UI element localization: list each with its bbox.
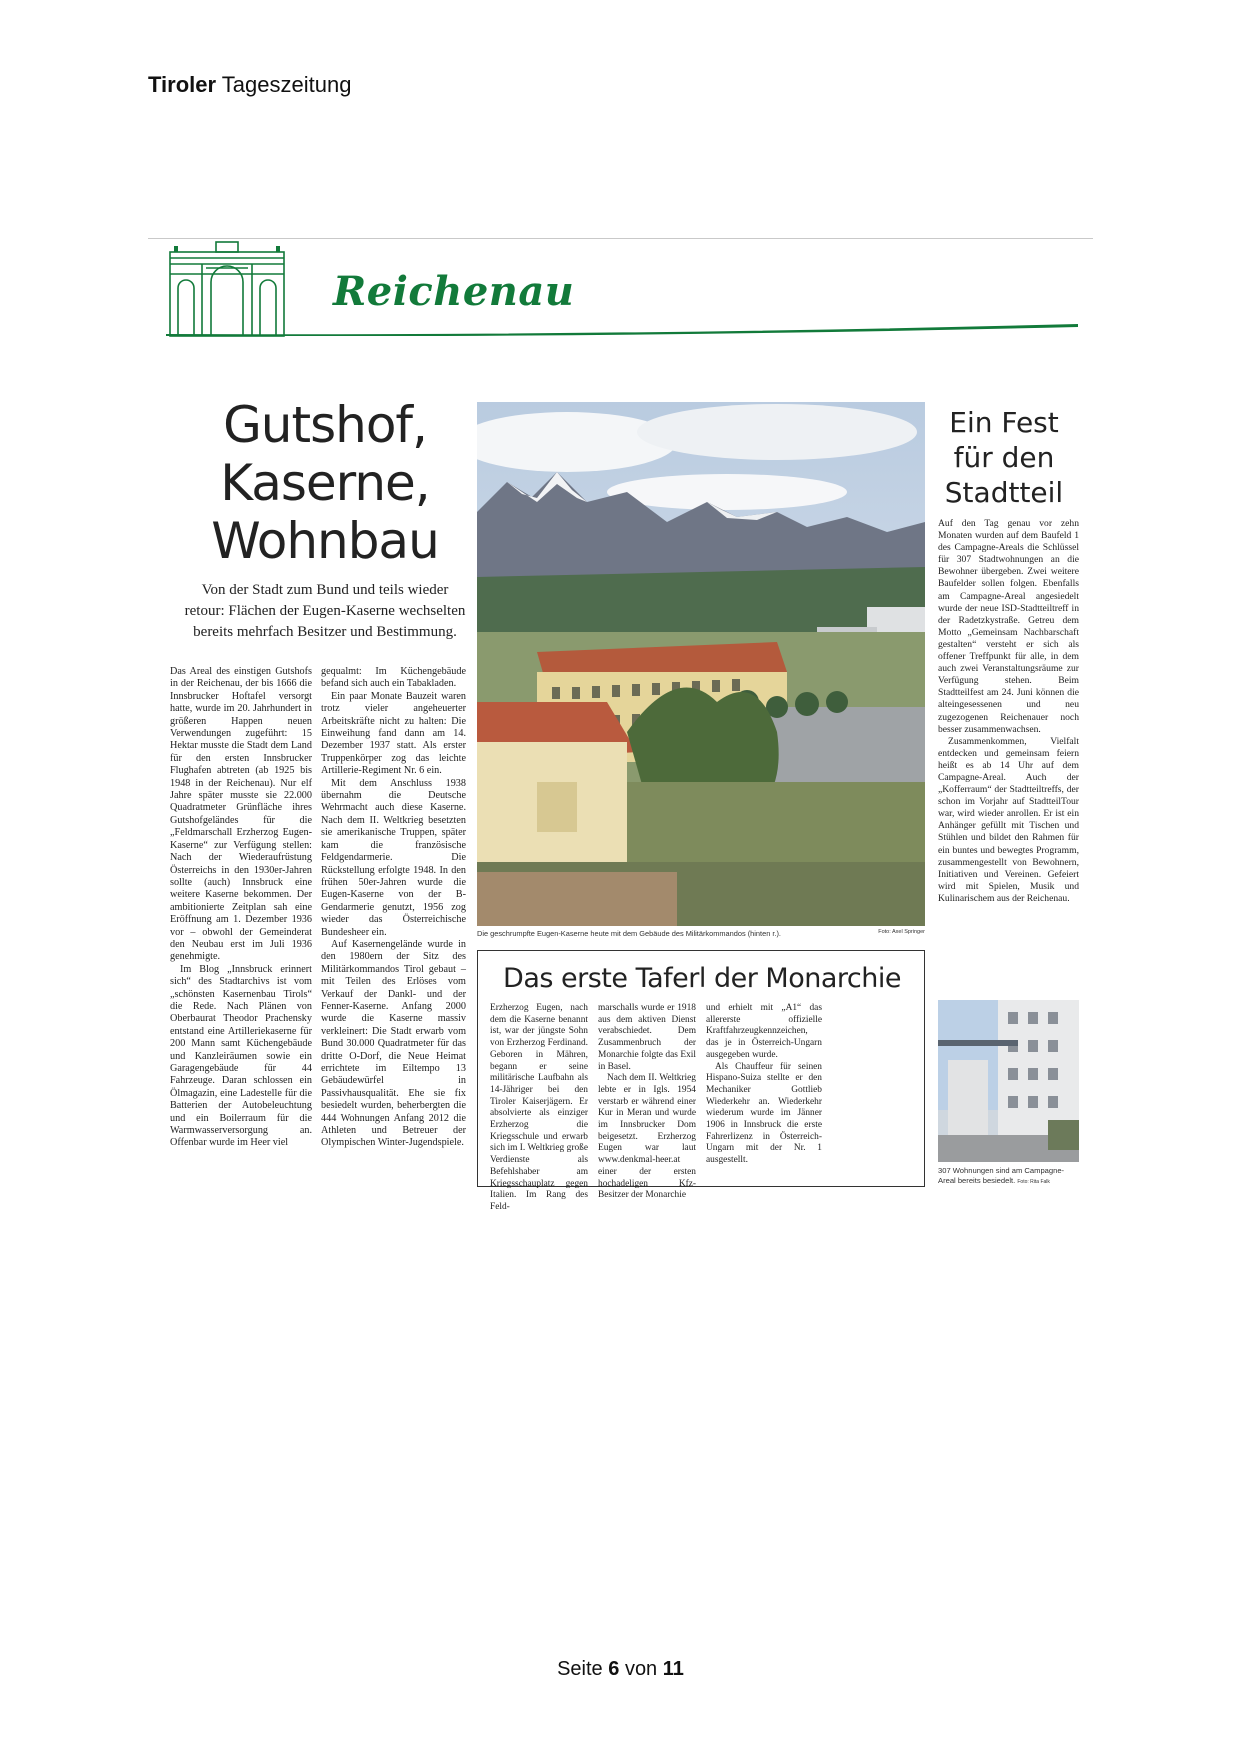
article-subhead: Von der Stadt zum Bund und teils wieder retour: Flächen der Eugen-Kaserne wechselten bereits mehrfach Besitzer und Bestimmung. — [184, 582, 466, 640]
paragraph: Auf Kasernengelände wurde in den 1980ern der Sitz des Militärkommandos Tirol gebaut – mit Teilen des Erlöses vom Verkauf der Dankl- und der Fenner-Kaserne. Anfang 2000 wurde die Kaserne massiv verkleinert: Die Stadt erwarb vom Bund 30.000 Quadratmeter für das dritte O-Dorf, die Neue Heimat errichtete im Eiltempo 13 Gebäudewürfel in Passivhausqualität. Ehe sie fix besiedelt wurden, beherbergten die 444 Wohnungen Anfang 2012 die Athleten und Betreuer der Olympischen Winter-Jugendspiele. — [321, 938, 466, 1149]
paragraph: Im Blog „Innsbruck erinnert sich“ des Stadtarchivs ist vom „schönsten Kasernenbau Tirols“ die Rede. Nach Plänen von Oberbaurat Theodor Prachensky entstand eine Artilleriekaserne für 200 Mann samt Küchengebäude und Kanzleiräumen sowie ein Garagengebäude für 44 Fahrzeuge. Daran schlossen ein Ölmagazin, eine Ladestelle für die Batterien der Autobeleuchtung und ein Boilerraum für die Warmwasserversorgung an. Offenbar wurde im Heer viel — [170, 963, 312, 1149]
paragraph: Ein paar Monate Bauzeit waren trotz vieler angeheuerter Arbeitskräfte nicht zu halten: Die Einweihung fand dann am 14. Dezember 1937 statt. Als erster Truppenkörper zog das leichte Artillerie-Regiment Nr. 6 ein. — [321, 690, 466, 777]
info-box-column-2 — [598, 1003, 696, 1202]
publication-name-bold: Tiroler — [148, 72, 217, 97]
sidebar-title-line-3: Stadtteil — [944, 476, 1064, 509]
page-number — [0, 1658, 1241, 1681]
article-column-2 — [321, 666, 466, 1150]
paragraph: marschalls wurde er 1918 aus dem aktiven Dienst verabschiedet. Dem Zusammenbruch der Monarchie folgte das Exil in Basel. — [598, 1003, 696, 1072]
info-box-column-1 — [490, 1003, 588, 1214]
publication-name-rest: Tageszeitung — [221, 72, 352, 97]
sidebar-photo-caption-text: 307 Wohnungen sind am Campagne-Areal bereits besiedelt. — [938, 1166, 1065, 1185]
article-headline — [180, 396, 470, 570]
paragraph: gequalmt: Im Küchengebäude befand sich auch ein Tabakladen. — [321, 666, 466, 690]
section-title: Reichenau — [333, 268, 575, 315]
sidebar-photo-credit: Foto: Rita Falk — [1017, 1179, 1050, 1185]
page-prefix: Seite — [557, 1658, 603, 1680]
info-box-title: Das erste Taferl der Monarchie — [503, 963, 901, 994]
headline-line-1: Gutshof, — [223, 396, 427, 454]
sidebar-text — [938, 518, 1079, 905]
total-pages: 11 — [662, 1658, 684, 1680]
sidebar-title — [938, 405, 1070, 510]
info-box-column-3 — [706, 1003, 822, 1167]
publication-name — [148, 72, 351, 98]
photo-caption — [477, 929, 925, 938]
article-column-1 — [170, 666, 312, 1150]
section-rule — [166, 322, 1078, 336]
info-box — [477, 950, 925, 1212]
current-page: 6 — [608, 1658, 620, 1680]
paragraph: Nach dem II. Weltkrieg lebte er in Igls. 1954 verstarb er während einer Kur in Meran und wurde im Innsbrucker Dom beigesetzt. Erzherzog Eugen war laut www.denkmal-heer.at einer der ersten hochadeligen Kfz-Besitzer der Monarchie — [598, 1073, 696, 1201]
paragraph: und erhielt mit „A1“ das allererste offizielle Kraftfahrzeugkennzeichen, das je in Österreich-Ungarn ausgegeben wurde. — [706, 1003, 822, 1060]
photo-caption-text: Die geschrumpfte Eugen-Kaserne heute mit dem Gebäude des Militärkommandos (hinten r.). — [477, 929, 781, 938]
headline-line-3: Wohnbau — [211, 512, 439, 570]
page-separator: von — [624, 1658, 658, 1680]
kaserne-photo — [477, 402, 925, 926]
top-divider — [148, 238, 1093, 239]
photo-credit: Foto: Axel Springer — [878, 929, 925, 935]
paragraph: Mit dem Anschluss 1938 übernahm die Deutsche Wehrmacht auch diese Kaserne. Nach dem II. Weltkrieg besetzten sie amerikanische Truppen, später kam die französische Feldgendarmerie. Die Rückstellung erfolgte 1948. In den frühen 50er-Jahren wurde die Eugen-Kaserne von der B-Gendarmerie genutzt, 1956 zog wieder das Österreichische Bundesheer ein. — [321, 777, 466, 938]
paragraph: Das Areal des einstigen Gutshofs in der Reichenau, der bis 1666 die Innsbrucker Hoftafel versorgt hatte, wurde im 20. Jahrhundert in größeren Happen neuen Verwendungen zugeführt: 15 Hektar musste die Stadt dem Land für den ersten Innsbrucker Flughafen abtreten (ab 1925 bis 1948 in der Reichenau). Nur elf Jahre später musste sie 22.000 Quadratmeter Grünfläche ihres Gutshofgeländes für die „Feldmarschall Erzherzog Eugen-Kaserne“ zur Verfügung stellen: Nach der Wiederaufrüstung Österreichs in den 1930er-Jahren sollte (auch) Innsbruck eine weitere Kaserne bekommen. Der ambitionierte Zeitplan sah eine Eröffnung am 1. Dezember 1936 vor – obwohl der Gemeinderat den Neubau erst im Juli 1936 genehmigte. — [170, 666, 312, 963]
campagne-areal-photo — [938, 1000, 1079, 1162]
sidebar-title-line-2: für den — [953, 441, 1055, 474]
paragraph: Auf den Tag genau vor zehn Monaten wurden auf dem Baufeld 1 des Campagne-Areals die Schlüssel für 307 Stadtwohnungen an die Bewohner übergeben. Zwei weitere Baufelder sollen folgen. Ebenfalls am Campagne-Areal angesiedelt wurde der neue ISD-Stadtteiltreff in der Radetzkystraße. Getreu dem Motto „Gemeinsam Nachbarschaft gestalten“ versteht er sich als offener Treffpunkt für alle, in dem auch zwei Veranstaltungsräume zur Verfügung stehen. Beim Stadtteilfest am 24. Juni können die alteingesessenen und neu zugezogenen Reichenauer noch besser zusammenwachsen. — [938, 518, 1079, 735]
sidebar-photo-caption — [938, 1166, 1079, 1187]
paragraph: Zusammenkommen, Vielfalt entdecken und gemeinsam feiern heißt es ab 14 Uhr auf dem Campagne-Areal. Auch der „Kofferraum“ der Stadtteiltreffs, der schon im Vorjahr auf StadtteilTour war, wird wieder anrollen. Er ist ein Anhänger gefüllt mit Tischen und Stühlen und bildet den Rahmen für ein buntes und bewegtes Programm, zusammengestellt von Bewohnern, Initiativen und Vereinen. Gefeiert wird mit Spielen, Musik und Kulinarischem aus der Reichenau. — [938, 735, 1079, 904]
paragraph: Erzherzog Eugen, nach dem die Kaserne benannt ist, war der jüngste Sohn von Erzherzog Ferdinand. Geboren in Mähren, begann er seine militärische Laufbahn als 14-Jähriger bei den Tiroler Kaiserjägern. Er absolvierte als einziger Erzherzog die Kriegsschule und erwarb sich im I. Weltkrieg große Verdienste als Befehlshaber am Kriegsschauplatz gegen Italien. Im Rang des Feld- — [490, 1003, 588, 1212]
sidebar-title-line-1: Ein Fest — [949, 406, 1059, 439]
paragraph: Als Chauffeur für seinen Hispano-Suiza stellte er den Mechaniker Gottlieb Wiederkehr an. Wiederkehr wiederum wurde im Jänner 1906 in Innsbruck die erste Fahrerlizenz in Österreich-Ungarn mit der Nr. 1 ausgestellt. — [706, 1061, 822, 1166]
headline-line-2: Kaserne, — [220, 454, 430, 512]
